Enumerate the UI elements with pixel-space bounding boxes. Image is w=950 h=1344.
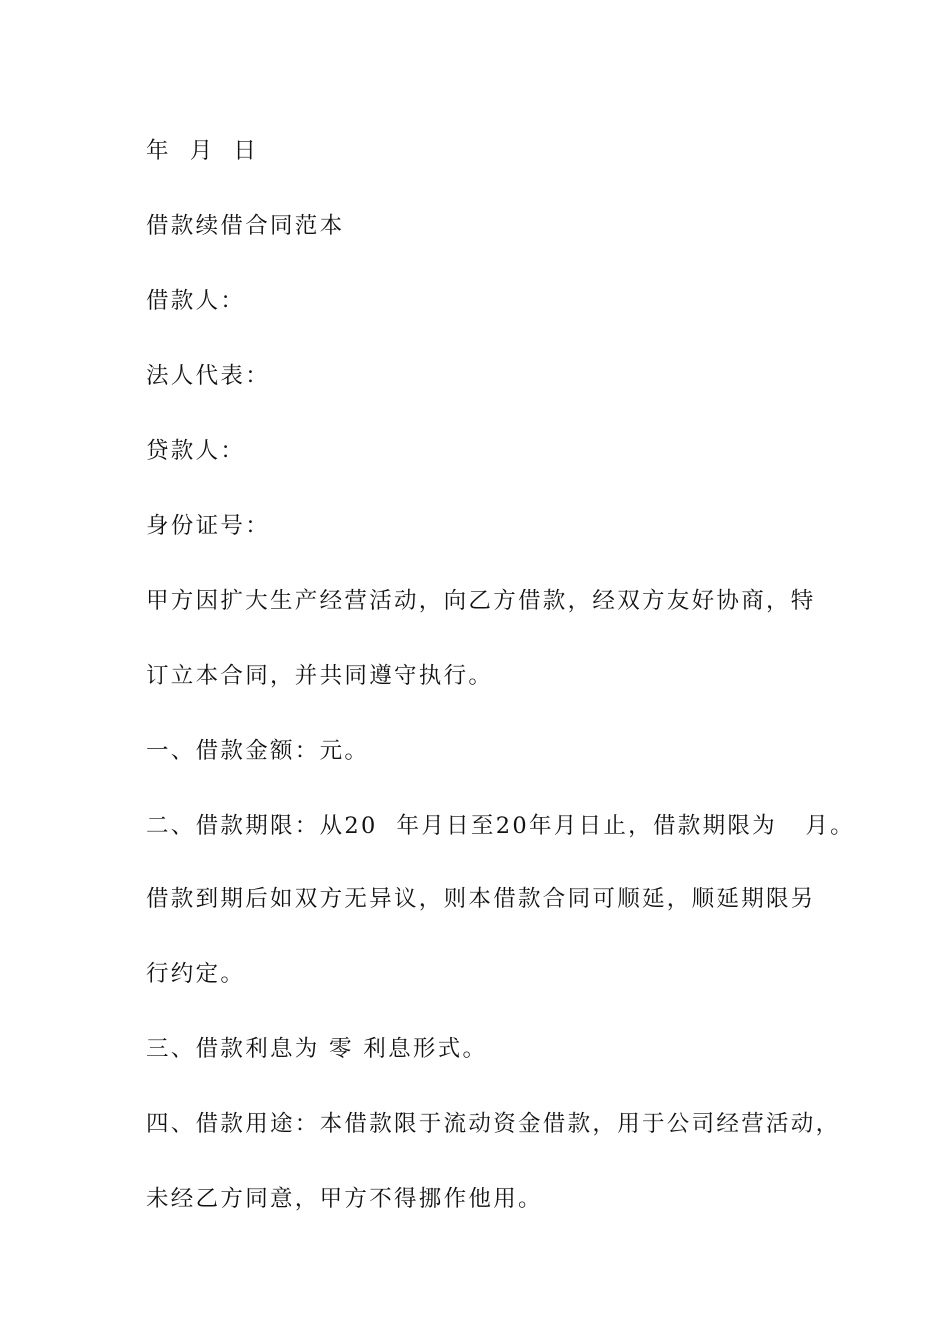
legal-representative-field: 法人代表： [146,363,271,389]
clause-3-interest: 三、借款利息为 零 利息形式。 [146,1036,488,1062]
clause-4-purpose-line-2: 未经乙方同意，甲方不得挪作他用。 [146,1186,543,1212]
clause-2-extension-line-1: 借款到期后如双方无异议，则本借款合同可顺延，顺延期限另 [146,886,816,912]
clause-4-purpose-line-1: 四、借款用途：本借款限于流动资金借款，用于公司经营活动， [146,1111,841,1137]
borrower-field: 借款人： [146,288,246,314]
preamble-line-1: 甲方因扩大生产经营活动，向乙方借款，经双方友好协商，特 [146,588,816,614]
date-line: 年 月 日 [146,138,259,164]
lender-field: 贷款人： [146,438,246,464]
preamble-line-2: 订立本合同，并共同遵守执行。 [146,663,494,689]
clause-2-extension-line-2: 行约定。 [146,961,246,987]
clause-1-amount: 一、借款金额：元。 [146,738,370,764]
clause-2-term: 二、借款期限：从20 年月日至20年月日止，借款期限为 月。 [146,813,855,839]
document-title: 借款续借合同范本 [146,213,345,239]
id-number-field: 身份证号： [146,513,271,539]
